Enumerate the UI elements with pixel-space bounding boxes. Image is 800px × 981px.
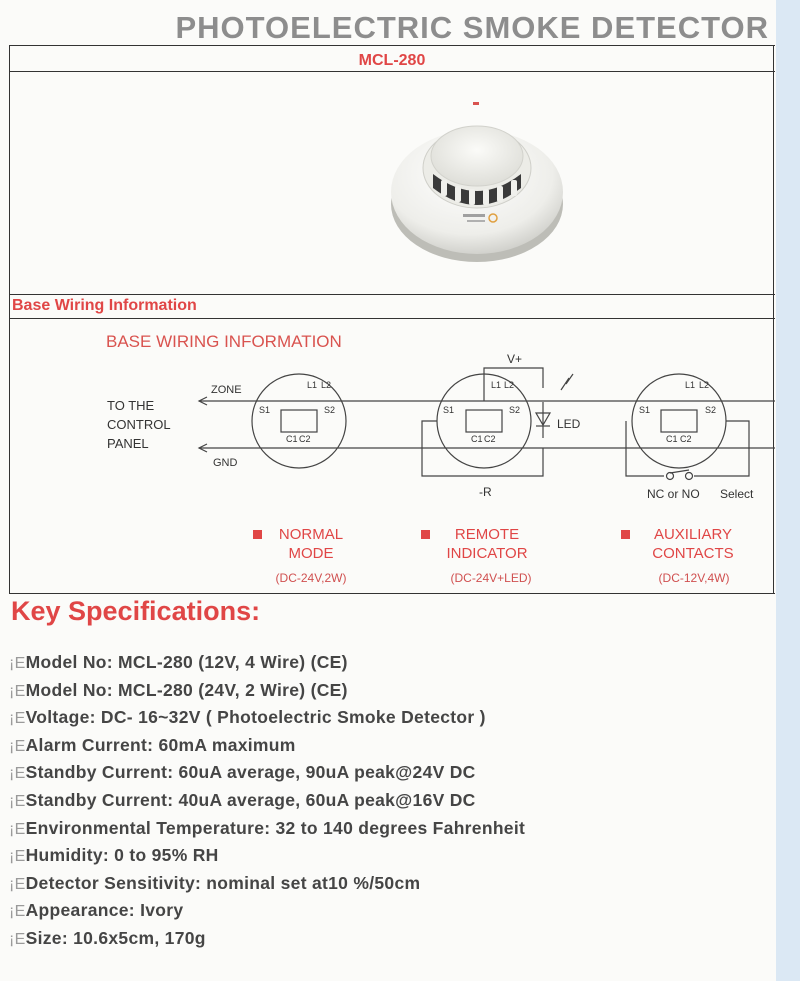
spec-item: ¡EHumidity: 0 to 95% RH — [9, 845, 219, 866]
svg-text:C1: C1 — [666, 434, 678, 444]
mode-auxiliary-contacts — [621, 526, 734, 585]
divider-wiring-label — [9, 318, 775, 319]
svg-text:L2: L2 — [321, 380, 332, 390]
divider-wiring — [9, 593, 775, 594]
svg-text:C1: C1 — [471, 434, 483, 444]
svg-text:S2: S2 — [705, 405, 717, 415]
svg-text:S1: S1 — [639, 405, 651, 415]
svg-text:NORMAL: NORMAL — [278, 526, 344, 543]
svg-text:L2: L2 — [699, 380, 710, 390]
spec-item: ¡EEnvironmental Temperature: 32 to 140 degrees Fahrenheit — [9, 817, 526, 838]
spec-item: ¡EStandby Current: 40uA average, 60uA peak@16V DC — [9, 789, 476, 810]
label-v-plus: V+ — [507, 352, 523, 366]
spec-item: ¡EAppearance: Ivory — [9, 900, 184, 921]
wiring-diagram-title: BASE WIRING INFORMATION — [106, 332, 342, 351]
spec-item: ¡EAlarm Current: 60mA maximum — [9, 734, 296, 755]
label-to-the: TO THE — [107, 398, 155, 413]
svg-text:MODE: MODE — [288, 545, 334, 562]
page-title: PHOTOELECTRIC SMOKE DETECTOR — [175, 10, 769, 45]
svg-text:C1: C1 — [286, 434, 298, 444]
spec-item: ¡EModel No: MCL-280 (24V, 2 Wire) (CE) — [9, 679, 348, 700]
label-led: LED — [557, 417, 581, 431]
label-select: Select — [720, 487, 754, 501]
label-minus-r: -R — [479, 485, 492, 499]
datasheet-page — [9, 0, 775, 981]
label-panel: PANEL — [107, 436, 149, 451]
divider-model — [9, 71, 775, 72]
svg-text:S2: S2 — [509, 405, 521, 415]
key-specifications-title: Key Specifications: — [11, 596, 261, 626]
divider-top — [9, 45, 775, 46]
svg-text:CONTACTS: CONTACTS — [652, 545, 734, 562]
label-zone: ZONE — [211, 384, 242, 396]
svg-text:L1: L1 — [685, 380, 696, 390]
spec-item: ¡EModel No: MCL-280 (12V, 4 Wire) (CE) — [9, 652, 348, 672]
svg-text:L1: L1 — [307, 380, 318, 390]
wiring-section-label: Base Wiring Information — [12, 297, 197, 314]
base-wiring-diagram — [9, 320, 775, 592]
svg-text:L1: L1 — [491, 380, 502, 390]
specifications-list — [9, 652, 525, 956]
mode-remote-indicator — [421, 526, 532, 585]
spec-item: ¡EStandby Current: 60uA average, 90uA peak@24V DC — [9, 762, 476, 783]
spec-item: ¡EDetector Sensitivity: nominal set at10 %/50cm — [9, 872, 421, 893]
svg-text:S2: S2 — [324, 405, 336, 415]
divider-photo — [9, 294, 775, 295]
svg-text:(DC-24V,2W): (DC-24V,2W) — [275, 571, 347, 585]
svg-text:L2: L2 — [504, 380, 515, 390]
svg-text:C2: C2 — [484, 434, 496, 444]
svg-text:(DC-12V,4W): (DC-12V,4W) — [658, 571, 730, 585]
model-number: MCL-280 — [358, 52, 426, 69]
svg-text:INDICATOR: INDICATOR — [446, 545, 528, 562]
svg-text:C2: C2 — [680, 434, 692, 444]
svg-text:(DC-24V+LED): (DC-24V+LED) — [450, 571, 532, 585]
label-nc-no: NC or NO — [647, 487, 700, 501]
svg-text:C2: C2 — [299, 434, 311, 444]
mode-normal — [253, 526, 346, 585]
label-gnd: GND — [213, 457, 238, 469]
smoke-detector-photo — [389, 96, 565, 266]
page-edge-strip — [776, 0, 800, 981]
svg-text:S1: S1 — [259, 405, 271, 415]
spec-item: ¡ESize: 10.6x5cm, 170g — [9, 927, 206, 948]
label-control: CONTROL — [107, 417, 171, 432]
spec-item: ¡EVoltage: DC- 16~32V ( Photoelectric Smoke Detector ) — [9, 707, 486, 728]
svg-text:S1: S1 — [443, 405, 455, 415]
svg-text:REMOTE: REMOTE — [454, 526, 520, 543]
svg-text:AUXILIARY: AUXILIARY — [653, 526, 733, 543]
